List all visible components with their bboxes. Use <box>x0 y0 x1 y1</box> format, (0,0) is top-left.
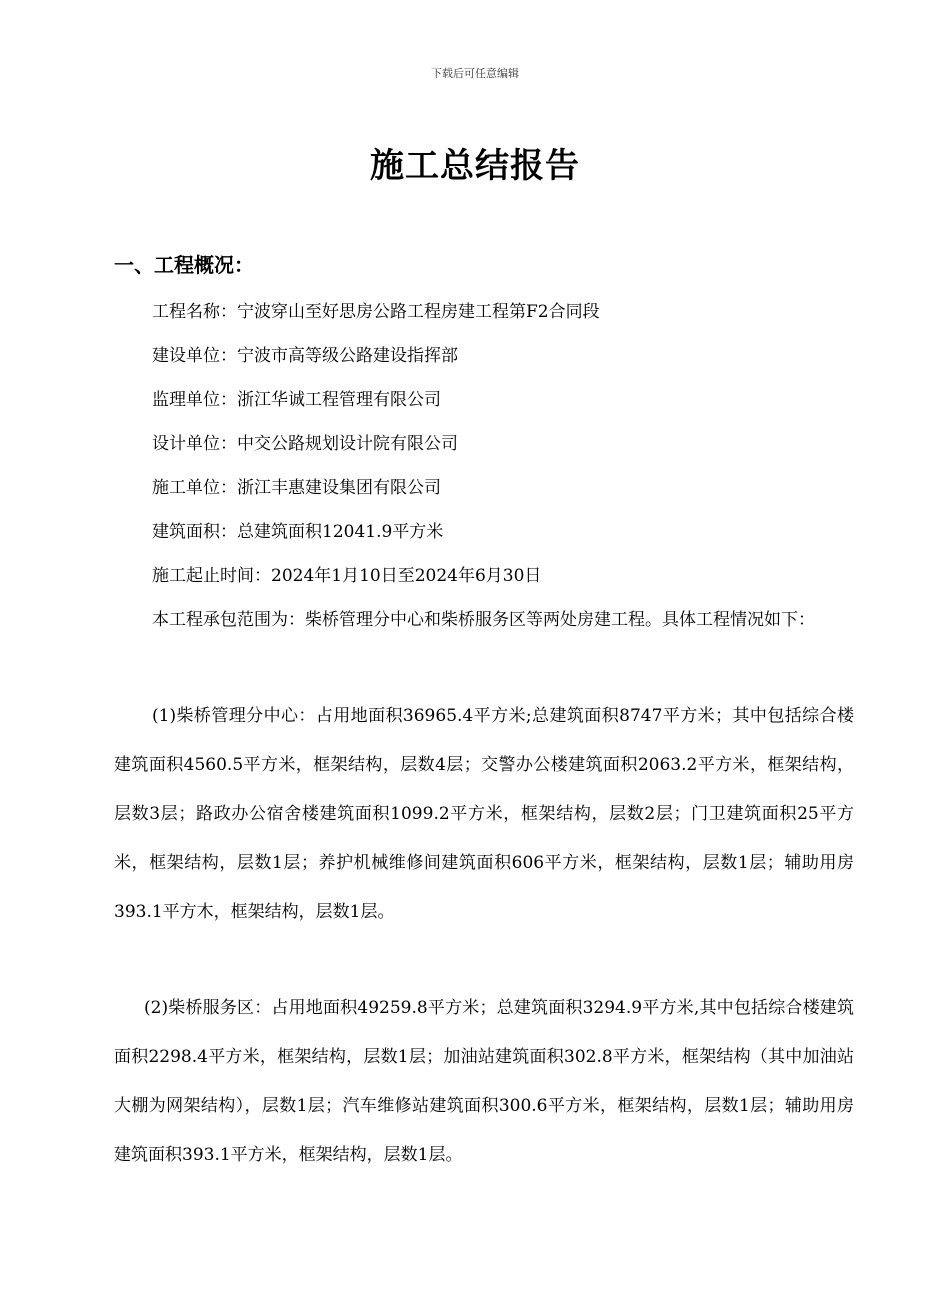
info-label: 建设单位： <box>152 346 237 366</box>
info-row-designer <box>0 422 950 466</box>
info-value: 宁波穿山至好思房公路工程房建工程第F2合同段 <box>237 302 600 322</box>
paragraph-chaiqiao-service-area: (2)柴桥服务区：占用地面积49259.8平方米；总建筑面积3294.9平方米,其中包括综合楼建筑面积2298.4平方米，框架结构，层数1层；加油站建筑面积302.8平方米，框架结构（其中加油站大棚为网架结构），层数1层；汽车维修站建筑面积300.6平方米，框架结构，层数1层；辅助用房建筑面积393.1平方米，框架结构，层数1层。 <box>114 998 855 1165</box>
info-value: 宁波市高等级公路建设指挥部 <box>237 346 458 366</box>
info-row-owner <box>0 334 950 378</box>
info-label: 建筑面积： <box>152 522 237 542</box>
info-row-construction-period <box>0 554 950 598</box>
info-row-project-name <box>0 290 950 334</box>
info-label: 施工起止时间： <box>152 566 271 586</box>
info-value: 2024年1月10日至2024年6月30日 <box>271 566 542 586</box>
paragraph-chaiqiao-management-center: (1)柴桥管理分中心：占用地面积36965.4平方米;总建筑面积8747平方米；其中包括综合楼建筑面积4560.5平方米，框架结构，层数4层；交警办公楼建筑面积2063.2平方米，框架结构，层数3层；路政办公宿舍楼建筑面积1099.2平方米，框架结构，层数2层；门卫建筑面积25平方米，框架结构，层数1层；养护机械维修间建筑面积606平方米，框架结构，层数1层；辅助用房393.1平方木，框架结构，层数1层。 <box>114 706 854 922</box>
info-value: 浙江华诚工程管理有限公司 <box>237 390 441 410</box>
info-label: 施工单位： <box>152 478 237 498</box>
document-title: 施工总结报告 <box>370 146 580 186</box>
info-value: 中交公路规划设计院有限公司 <box>237 434 458 454</box>
info-row-building-area <box>0 510 950 554</box>
header-note: 下载后可任意编辑 <box>431 67 519 80</box>
info-value: 浙江丰惠建设集团有限公司 <box>237 478 441 498</box>
info-row-contractor <box>0 466 950 510</box>
project-info-list <box>0 290 950 598</box>
info-value: 总建筑面积12041.9平方米 <box>237 522 444 542</box>
info-label: 工程名称： <box>152 302 237 322</box>
paragraph-scope: 本工程承包范围为：柴桥管理分中心和柴桥服务区等两处房建工程。具体工程情况如下： <box>152 610 815 630</box>
info-row-supervisor <box>0 378 950 422</box>
info-label: 监理单位： <box>152 390 237 410</box>
info-label: 设计单位： <box>152 434 237 454</box>
section-heading-overview: 一、工程概况： <box>114 253 254 277</box>
